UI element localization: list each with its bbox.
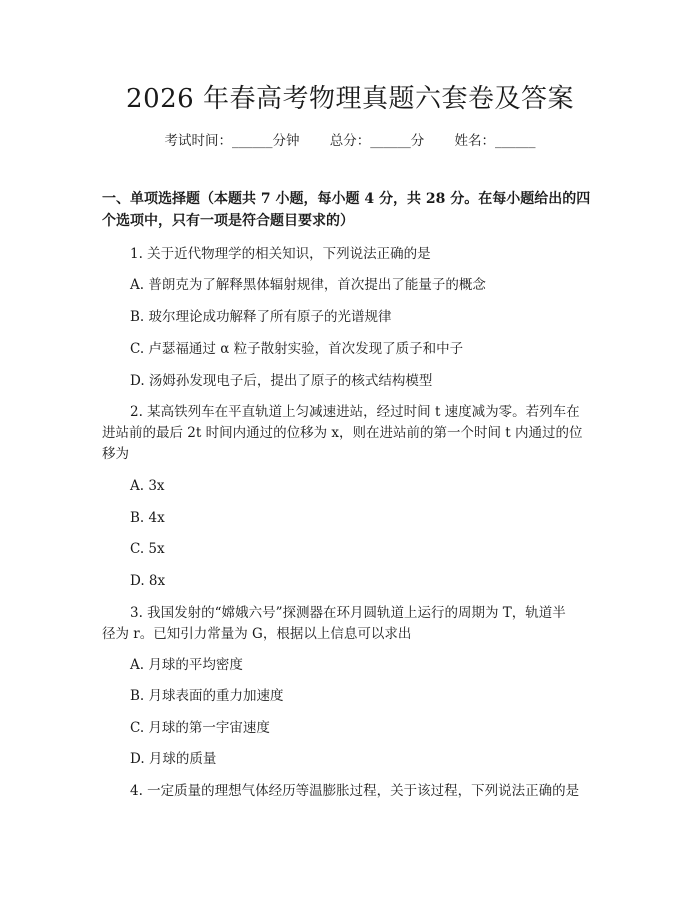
question-2-stem-line-3: 移为 bbox=[102, 446, 129, 462]
question-2-stem-line-1: 2. 某高铁列车在平直轨道上匀减速进站，经过时间 t 速度减为零。若列车在 bbox=[130, 404, 580, 420]
page-title: 2026 年春高考物理真题六套卷及答案 bbox=[126, 84, 574, 114]
name-field: 姓名：______ bbox=[454, 133, 536, 149]
question-4-stem: 4. 一定质量的理想气体经历等温膨胀过程，关于该过程，下列说法正确的是 bbox=[130, 783, 580, 799]
question-3-option-b: B. 月球表面的重力加速度 bbox=[130, 688, 284, 704]
question-1-stem: 1. 关于近代物理学的相关知识，下列说法正确的是 bbox=[130, 246, 431, 262]
total-score-field: 总分：______分 bbox=[329, 133, 425, 149]
question-3-option-d: D. 月球的质量 bbox=[130, 751, 217, 767]
question-3-stem-line-1: 3. 我国发射的“嫦娥六号”探测器在环月圆轨道上运行的周期为 T，轨道半 bbox=[130, 605, 566, 621]
question-1-option-d: D. 汤姆孙发现电子后，提出了原子的核式结构模型 bbox=[130, 373, 433, 389]
question-3-option-a: A. 月球的平均密度 bbox=[130, 657, 243, 673]
question-3-option-c: C. 月球的第一宇宙速度 bbox=[130, 720, 270, 736]
exam-info-line bbox=[0, 131, 700, 151]
section-heading: 一、单项选择题（本题共 7 小题，每小题 4 分，共 28 分。在每小题给出的四个选项中，只有一项是符合题目要求的） bbox=[102, 191, 591, 229]
question-2-stem-line-2: 进站前的最后 2t 时间内通过的位移为 x，则在进站前的第一个时间 t 内通过的位 bbox=[102, 425, 583, 441]
question-1-option-a: A. 普朗克为了解释黑体辐射规律，首次提出了能量子的概念 bbox=[130, 277, 486, 293]
question-2-option-b: B. 4x bbox=[130, 510, 165, 526]
question-1-option-c: C. 卢瑟福通过 α 粒子散射实验，首次发现了质子和中子 bbox=[130, 341, 464, 357]
question-2-option-c: C. 5x bbox=[130, 541, 165, 557]
question-2-option-d: D. 8x bbox=[130, 573, 166, 589]
question-2-option-a: A. 3x bbox=[130, 478, 165, 494]
question-1-option-b: B. 玻尔理论成功解释了所有原子的光谱规律 bbox=[130, 309, 392, 325]
exam-time-field: 考试时间：______分钟 bbox=[164, 133, 300, 149]
question-3-stem-line-2: 径为 r。已知引力常量为 G，根据以上信息可以求出 bbox=[102, 626, 412, 642]
